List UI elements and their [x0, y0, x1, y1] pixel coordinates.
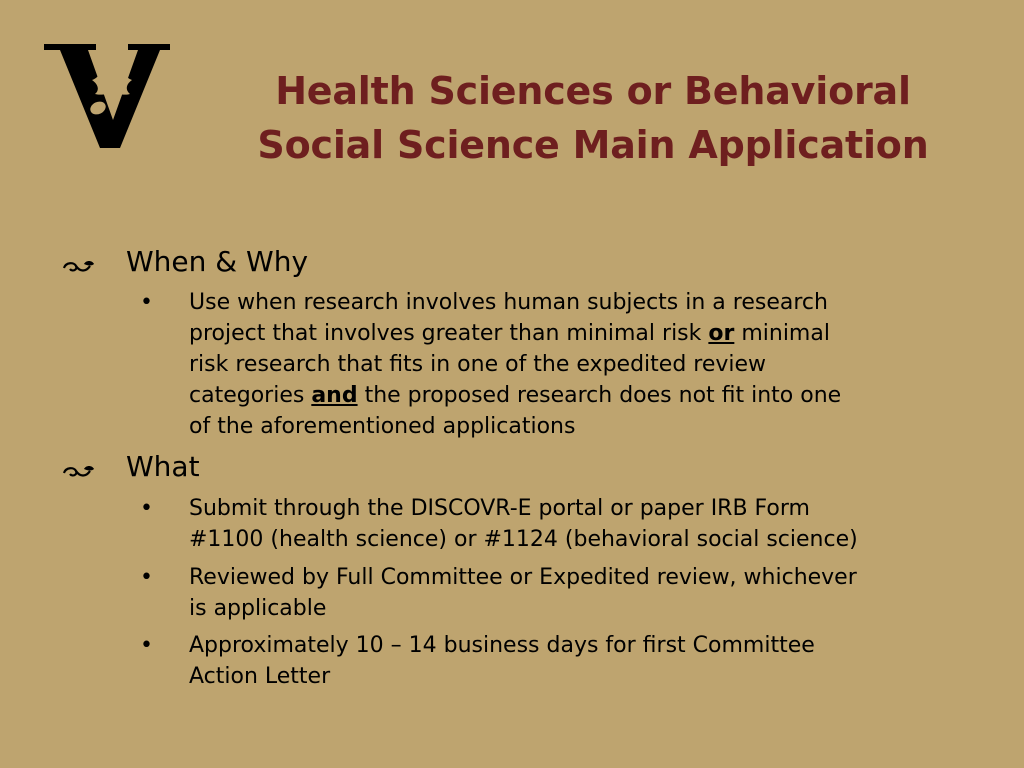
text-run: minimal: [734, 321, 830, 346]
vanderbilt-logo: [40, 42, 174, 152]
emphasis-and: and: [311, 383, 358, 408]
emphasis-or: or: [708, 321, 735, 346]
text-run: risk research that fits in one of the expedited review: [189, 352, 767, 377]
item-line: [189, 349, 959, 380]
item-line: Reviewed by Full Committee or Expedited review, whichever: [189, 565, 857, 590]
list-item: [189, 562, 959, 624]
item-line: #1100 (health science) or #1124 (behavioral social science): [189, 527, 858, 552]
slide-title: [200, 64, 986, 172]
text-run: project that involves greater than minimal risk: [189, 321, 709, 346]
text-run: the proposed research does not fit into one: [357, 383, 842, 408]
text-run: Use when research involves human subjects in a research: [189, 290, 828, 315]
item-line: [189, 287, 959, 318]
item-line: [189, 411, 959, 442]
text-run: categories: [189, 383, 312, 408]
section-heading-when-why: When & Why: [126, 245, 309, 278]
list-item: [189, 493, 959, 555]
item-line: Approximately 10 – 14 business days for first Committee: [189, 633, 815, 658]
section-heading-what: What: [126, 450, 200, 483]
ornament-fleuron-icon: [60, 254, 100, 276]
text-run: of the aforementioned applications: [189, 414, 576, 439]
slide-title-line: Social Science Main Application: [257, 123, 929, 167]
bullet-dot: •: [140, 565, 153, 590]
list-item: [189, 630, 959, 692]
ornament-fleuron-icon: [60, 459, 100, 481]
item-line: Submit through the DISCOVR-E portal or paper IRB Form: [189, 496, 810, 521]
list-item: [189, 287, 959, 442]
item-line: [189, 318, 959, 349]
slide-title-line: Health Sciences or Behavioral: [275, 69, 911, 113]
bullet-dot: •: [140, 633, 153, 658]
bullet-dot: •: [140, 290, 153, 315]
item-line: [189, 380, 959, 411]
item-line: is applicable: [189, 596, 327, 621]
item-line: Action Letter: [189, 664, 331, 689]
bullet-dot: •: [140, 496, 153, 521]
